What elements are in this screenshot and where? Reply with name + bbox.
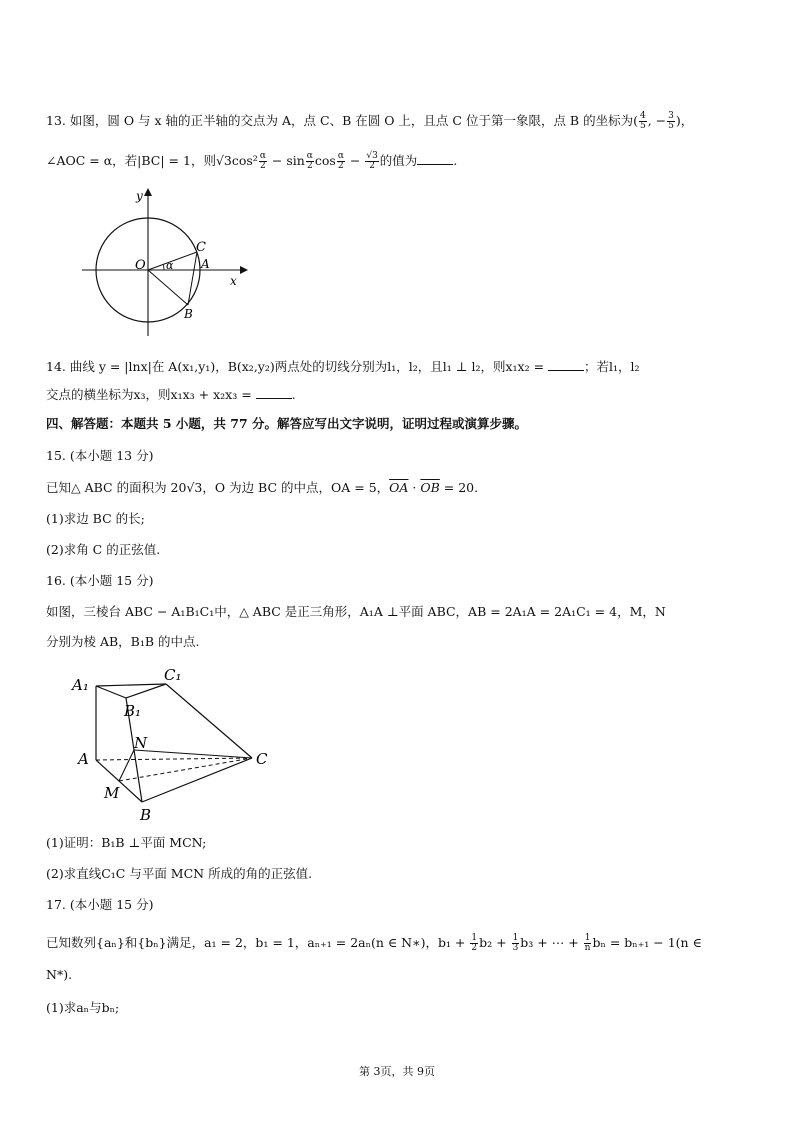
q14-line-1: 14. 曲线 y = |lnx|在 A(x₁,y₁)，B(x₂,y₂)两点处的切线分别为l₁，l₂，且l₁ ⊥ l₂，则x₁x₂ = ；若l₁，l₂ (46, 359, 640, 374)
q13-line-1: 13. 如图，圆 O 与 x 轴的正半轴的交点为 A，点 C、B 在圆 O 上，且点 C 位于第一象限，点 B 的坐标为( $\frac{4}{5}$ , − $\frac{3}{5}$ )， (46, 111, 694, 131)
q13-line-2: ∠AOC = α，若|BC| = 1，则√3cos² $\frac{\alpha}{2}$ − sin $\frac{\alpha}{2}$ cos $\frac{\alpha}{2}$ − $\frac{√3}{2}$ 的值为 . (46, 151, 458, 171)
edge-a1b1 (96, 686, 126, 698)
fraction-1-n: $\frac{1}{n}$ (584, 933, 591, 953)
fraction-1-2: $\frac{1}{2}$ (471, 933, 478, 953)
b-y-fraction: $\frac{3}{5}$ (668, 111, 674, 131)
label-b: B (184, 307, 193, 321)
b-x-fraction: $\frac{4}{5}$ (639, 111, 646, 131)
vector-ob: $\overline{OB}$ (420, 480, 440, 495)
edge-b1c1 (126, 684, 166, 698)
frustum-figure (70, 660, 280, 830)
edge-bc (142, 758, 252, 802)
label-y: y (136, 189, 143, 203)
answer-blank[interactable] (256, 386, 292, 399)
q17-line-2: N*). (46, 967, 73, 982)
label-a1: A₁ (72, 676, 89, 694)
label-b1: B₁ (124, 702, 142, 720)
half-alpha-fraction-2: $\frac{\alpha}{2}$ (306, 151, 313, 171)
q14-line-2: 交点的横坐标为x₃，则x₁x₃ + x₂x₃ = . (46, 387, 296, 402)
vector-oa: $\overline{OA}$ (389, 480, 409, 495)
q17-part-1: (1)求aₙ与bₙ; (46, 1000, 120, 1015)
q15-part-1: (1)求边 BC 的长; (46, 511, 145, 526)
segment-mc-hidden (119, 758, 252, 781)
edge-ac-hidden (96, 758, 252, 760)
label-c1: C₁ (164, 666, 182, 684)
half-alpha-fraction-1: $\frac{\alpha}{2}$ (259, 151, 266, 171)
q17-heading: 17. (本小题 15 分) (46, 897, 154, 912)
edge-c1c (166, 684, 252, 758)
label-c: C (196, 240, 206, 255)
label-a: A (78, 750, 89, 768)
section-heading: 四、解答题：本题共 5 小题，共 77 分。解答应写出文字说明，证明过程或演算步骤。 (46, 416, 528, 431)
half-alpha-fraction-3: $\frac{\alpha}{2}$ (337, 151, 344, 171)
circle-figure (80, 188, 250, 338)
q16-heading: 16. (本小题 15 分) (46, 573, 154, 588)
label-n: N (134, 734, 148, 752)
segment-nc (134, 750, 252, 758)
q15-heading: 15. (本小题 13 分) (46, 448, 154, 463)
q15-part-2: (2)求角 C 的正弦值. (46, 542, 161, 557)
answer-blank[interactable] (548, 358, 584, 371)
segment-ob (148, 270, 188, 305)
sqrt3-over-2-fraction: $\frac{√3}{2}$ (366, 151, 378, 171)
x-axis-arrow-icon (240, 266, 248, 274)
segment-mn (119, 750, 134, 781)
page-footer: 第 3页，共 9页 (359, 1065, 435, 1078)
angle-arc (163, 264, 164, 270)
fraction-1-3: $\frac{1}{3}$ (512, 933, 519, 953)
q16-part-2: (2)求直线C₁C 与平面 MCN 所成的角的正弦值. (46, 866, 313, 881)
q15-line-1: 已知△ ABC 的面积为 20√3，O 为边 BC 的中点，OA = 5，$\overline{OA} \cdot \overline{OB} = 20$. (46, 480, 479, 495)
q16-line-2: 分别为棱 AB，B₁B 的中点. (46, 634, 200, 649)
answer-blank[interactable] (417, 152, 453, 165)
q17-line-1: 已知数列{aₙ}和{bₙ}满足，a₁ = 2，b₁ = 1，aₙ₊₁ = 2aₙ(n ∈ N∗)，b₁ + $\frac{1}{2}$ b₂ + $\frac{1}{3}$ b₃ + ⋯ + $\frac{1}{n}$ bₙ = bₙ₊₁ − 1(n ∈ (46, 933, 702, 953)
label-m: M (104, 784, 120, 802)
label-x: x (230, 274, 237, 288)
q16-line-1: 如图，三棱台 ABC − A₁B₁C₁中，△ ABC 是正三角形，A₁A ⊥平面 ABC，AB = 2A₁A = 2A₁C₁ = 4，M，N (46, 604, 666, 619)
label-c: C (256, 750, 268, 768)
label-alpha: α (166, 259, 174, 272)
label-o: O (135, 258, 146, 273)
q16-part-1: (1)证明：B₁B ⊥平面 MCN; (46, 835, 207, 850)
y-axis-arrow-icon (144, 188, 152, 196)
label-b: B (140, 806, 152, 824)
label-a: A (201, 257, 210, 271)
edge-a1c1 (96, 684, 166, 686)
